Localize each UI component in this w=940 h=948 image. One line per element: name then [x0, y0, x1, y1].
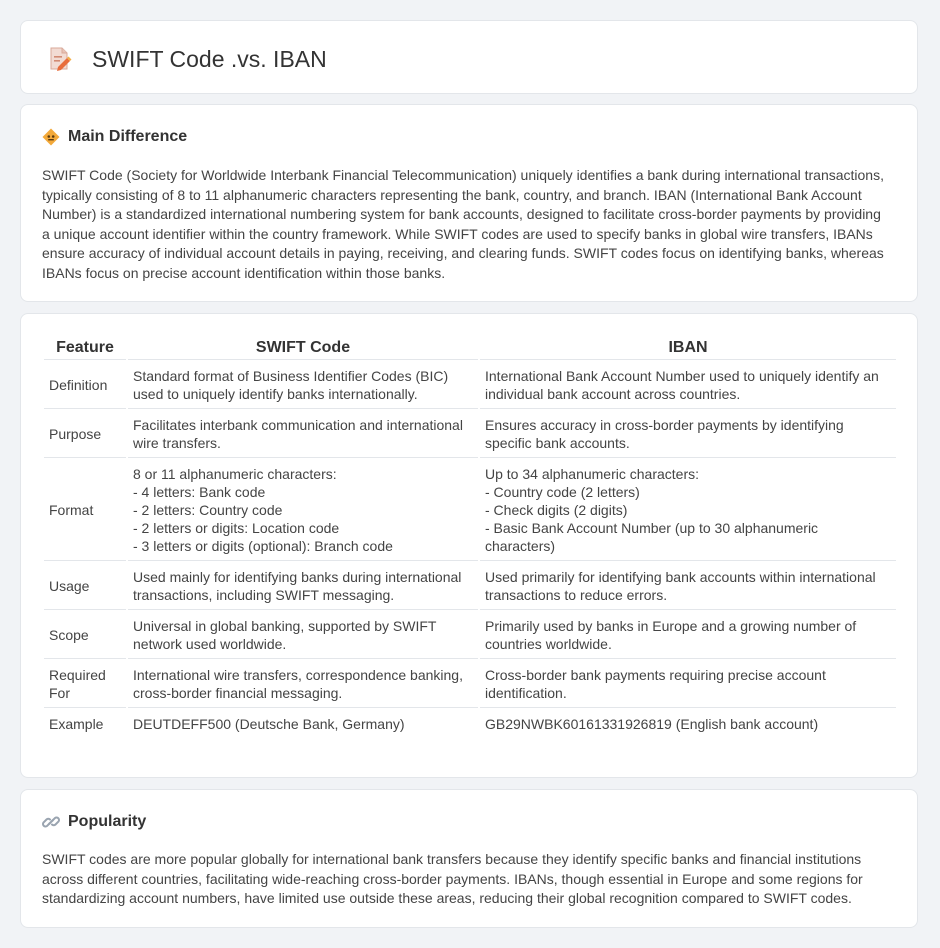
- main-difference-heading: [42, 127, 187, 147]
- popularity-heading: [42, 812, 146, 832]
- page-title: SWIFT Code .vs. IBAN: [92, 46, 327, 72]
- header-iban: IBAN: [480, 335, 896, 360]
- diamond-warning-icon: [42, 128, 60, 146]
- swift-cell: Universal in global banking, supported by SWIFT network used worldwide.: [128, 610, 478, 659]
- popularity-title: Popularity: [68, 813, 147, 830]
- swift-cell: International wire transfers, correspondence banking, cross-border financial messaging.: [128, 659, 478, 708]
- table-row: [44, 409, 896, 458]
- header-feature: Feature: [44, 335, 126, 360]
- iban-cell: Used primarily for identifying bank accounts within international transactions to reduce errors.: [480, 561, 896, 610]
- popularity-text: SWIFT codes are more popular globally for international bank transfers because they identify specific banks and financial institutions across different countries, facilitating wide-reaching cross-border payments. IBANs, though essential in Europe and some regions for standardizing account numbers, have limited use outside these areas, reducing their global recognition compared to SWIFT codes.: [42, 851, 863, 906]
- table-row: [44, 610, 896, 659]
- header-swift: SWIFT Code: [128, 335, 478, 360]
- comparison-table-card: [20, 313, 918, 778]
- header-card: [20, 20, 918, 94]
- popularity-card: [20, 789, 918, 928]
- iban-cell: GB29NWBK60161331926819 (English bank account): [485, 716, 819, 732]
- table-row: [44, 659, 896, 708]
- feature-cell: Purpose: [44, 409, 126, 458]
- main-difference-title: Main Difference: [68, 128, 188, 145]
- iban-cell: Primarily used by banks in Europe and a growing number of countries worldwide.: [480, 610, 896, 659]
- table-row: [44, 708, 896, 738]
- feature-cell: Example: [49, 716, 104, 732]
- main-difference-text: SWIFT Code (Society for Worldwide Interbank Financial Telecommunication) uniquely identifies a bank during international transactions, typically consisting of 8 to 11 alphanumeric characters representing the bank, country, and branch. IBAN (International Bank Account Number) is a standardized international numbering system for bank accounts, designed to facilitate cross-border payments by providing a unique account identifier within the country framework. While SWIFT codes are used to specify banks in global wire transfers, IBANs ensure accuracy of individual account details in paying, receiving, and clearing funds. SWIFT codes focus on identifying banks, whereas IBANs focus on precise account identification within those banks.: [42, 167, 884, 281]
- table-header-row: [44, 335, 896, 360]
- feature-cell: Format: [44, 458, 126, 561]
- feature-cell: Definition: [44, 360, 126, 409]
- swift-cell: Standard format of Business Identifier Codes (BIC) used to uniquely identify banks internationally.: [128, 360, 478, 409]
- iban-cell: International Bank Account Number used to uniquely identify an individual bank account across countries.: [480, 360, 896, 409]
- swift-cell: Facilitates interbank communication and international wire transfers.: [128, 409, 478, 458]
- table-row: [44, 561, 896, 610]
- iban-cell: Up to 34 alphanumeric characters: - Country code (2 letters) - Check digits (2 digits) - Basic Bank Account Number (up to 30 alphanumeric characters): [480, 458, 896, 561]
- table-row: [44, 360, 896, 409]
- swift-cell: 8 or 11 alphanumeric characters: - 4 letters: Bank code - 2 letters: Country code - 2 letters or digits: Location code - 3 letters or digits (optional): Branch code: [128, 458, 478, 561]
- feature-cell: Usage: [44, 561, 126, 610]
- table-row: [44, 458, 896, 561]
- iban-cell: Ensures accuracy in cross-border payments by identifying specific bank accounts.: [480, 409, 896, 458]
- document-pencil-icon: [48, 46, 72, 72]
- swift-cell: Used mainly for identifying banks during international transactions, including SWIFT messaging.: [128, 561, 478, 610]
- link-icon: [42, 813, 60, 831]
- feature-cell: Required For: [44, 659, 126, 708]
- comparison-table: [42, 335, 898, 738]
- swift-cell: DEUTDEFF500 (Deutsche Bank, Germany): [133, 716, 405, 732]
- main-difference-card: [20, 104, 918, 302]
- iban-cell: Cross-border bank payments requiring precise account identification.: [480, 659, 896, 708]
- feature-cell: Scope: [44, 610, 126, 659]
